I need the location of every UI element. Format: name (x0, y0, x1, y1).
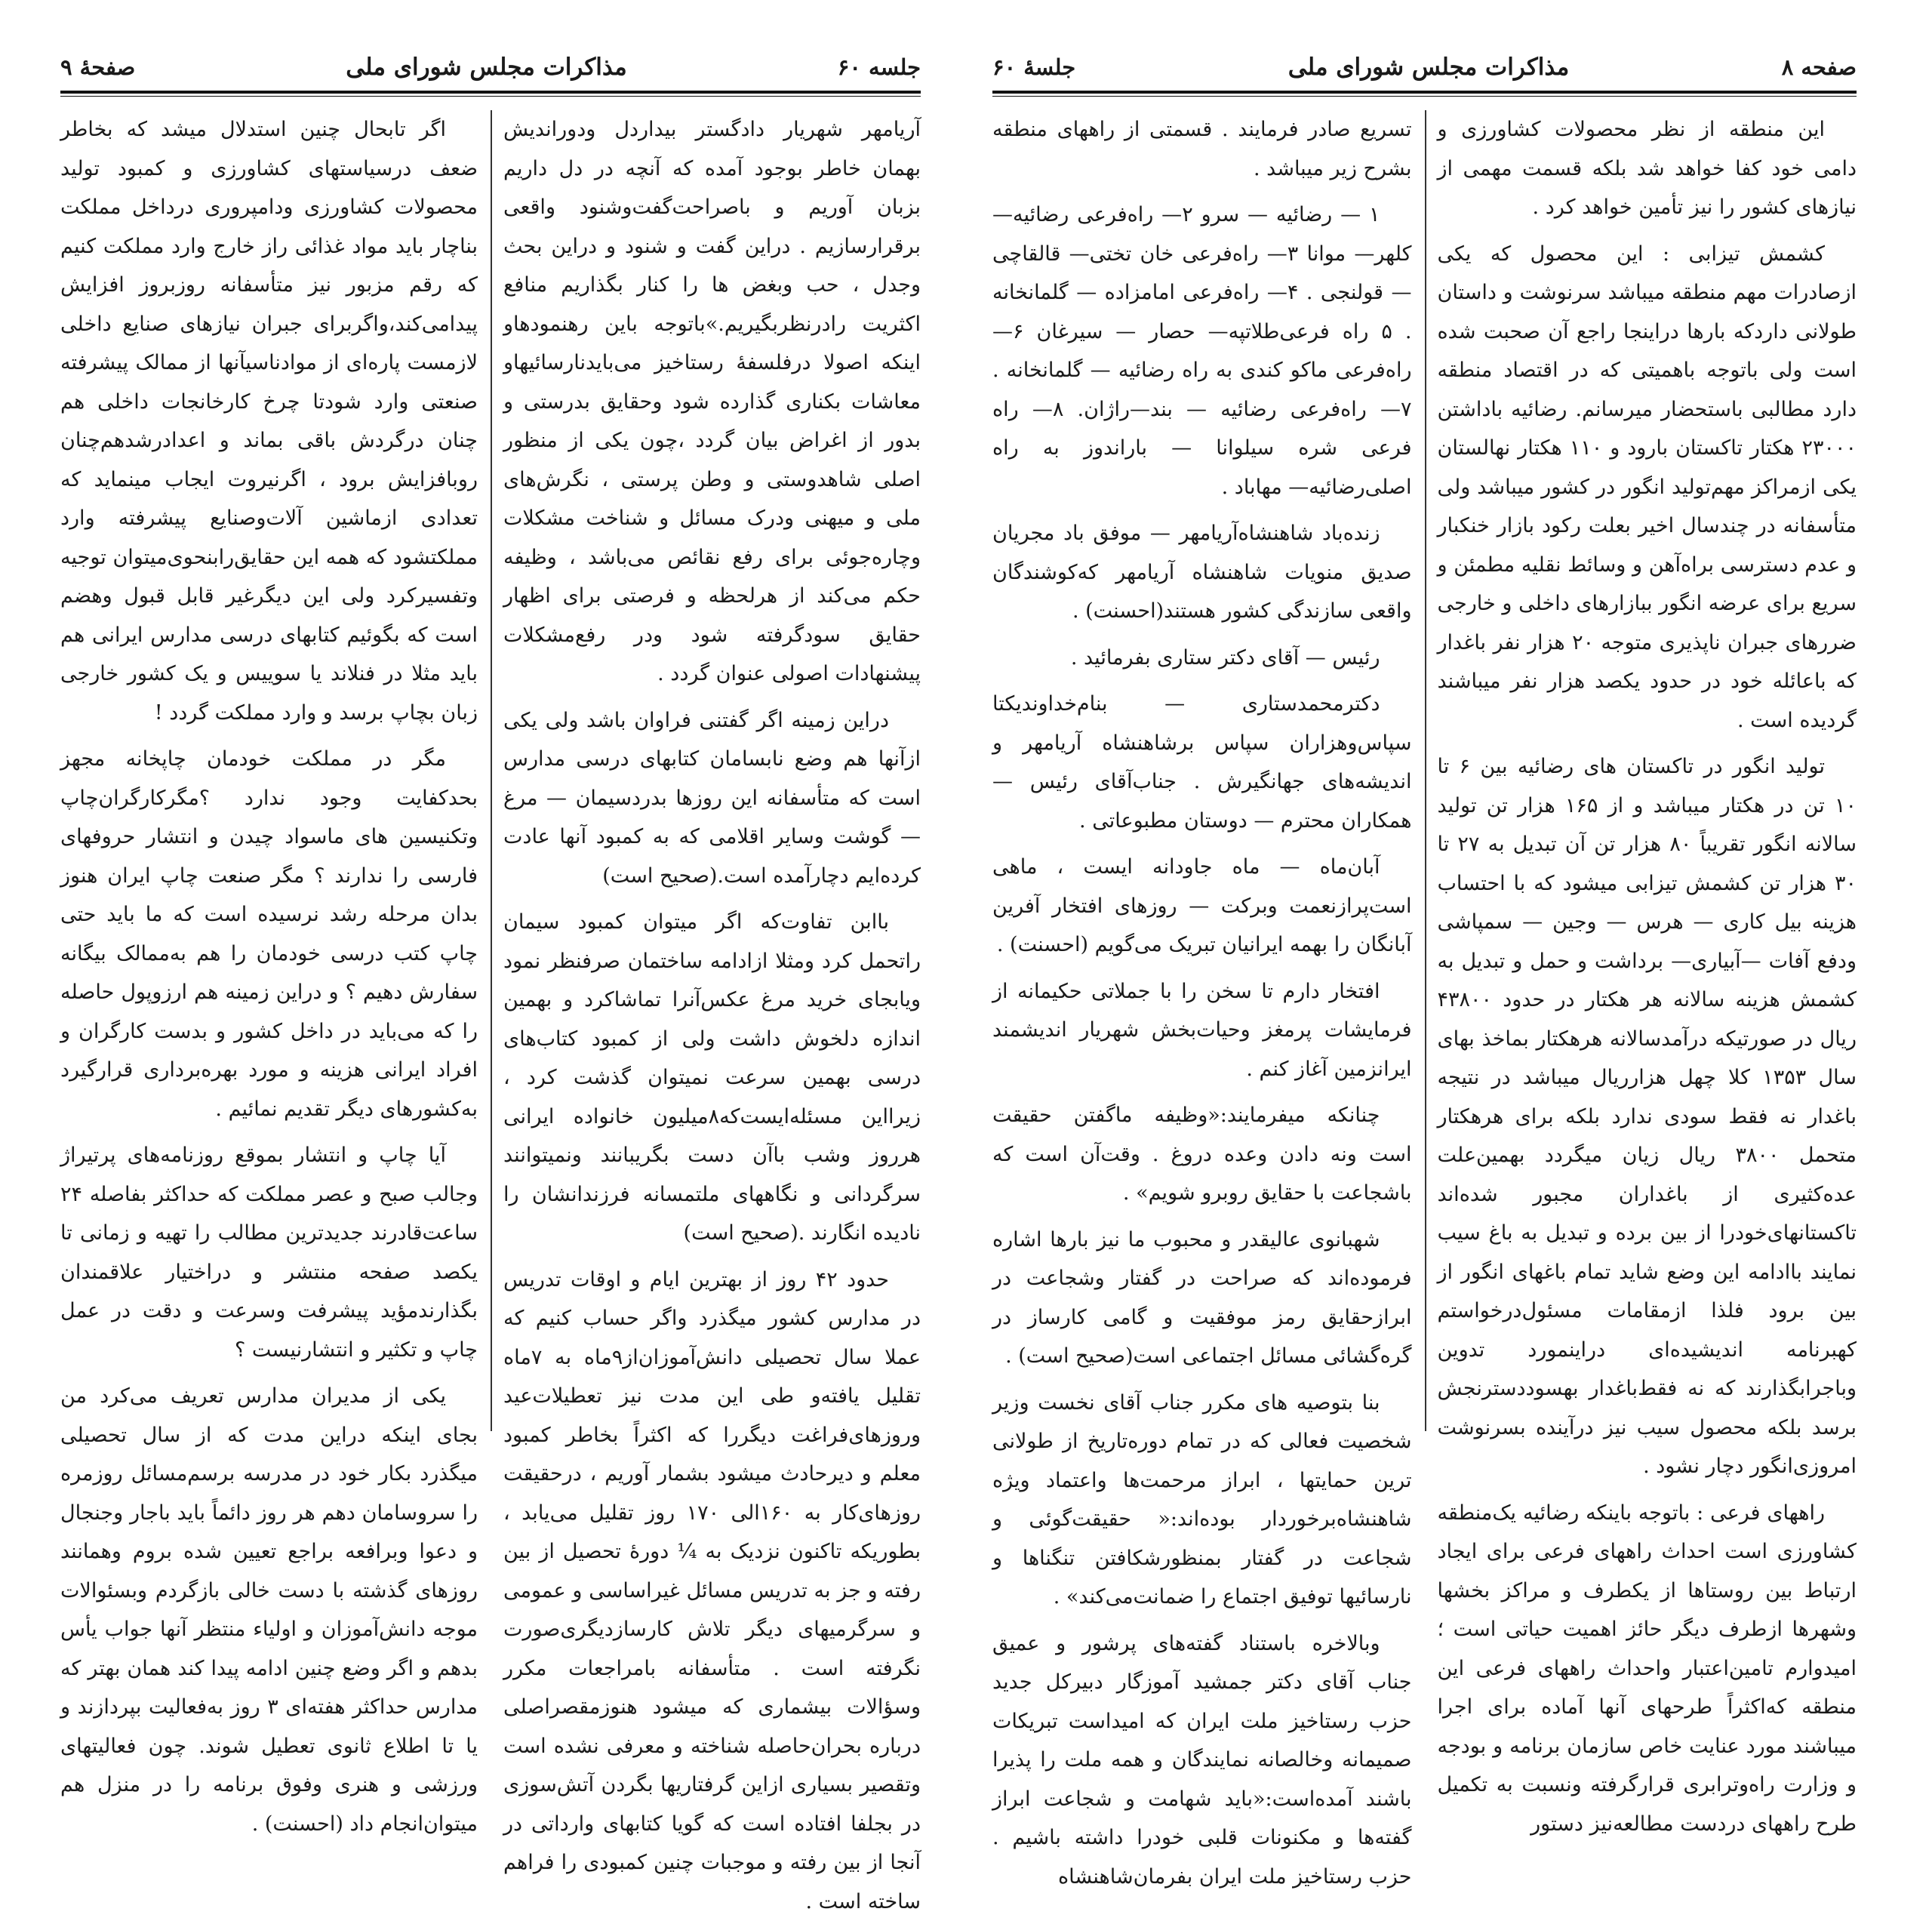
paragraph: تسریع صادر فرمایند . قسمتی از راههای منطقه بشرح زیر میباشد . (992, 110, 1412, 188)
paragraph: اگر تابحال چنین استدلال میشد که بخاطر ضعف درسیاستهای کشاورزی و کمبود تولید محصولات کشاورزی ودامپروری درداخل مملکت بناچار باید مواد غذائی راز خارج وارد مملکت کنیم که رقم مزبور نیز متأسفانه روزبروز افزایش پیدامی‌کند،واگربرای جبران نیازهای صنایع داخلی لازمست پاره‌ای از موادناسیآنها از ممالک پیشرفته صنعتی وارد شودتا چرخ کارخانجات داخلی هم چنان درگردش باقی بماند و اعدادرشدهم‌چنان روبافزایش برود ، اگرنیروت ایجاب مینماید که تعدادی ازماشین آلات‌وصنایع پیشرفته وارد مملکتشود که همه این حقایق‌رابنحوی‌میتوان توجیه وتفسیرکرد ولی این دیگرغیر قابل قبول وهضم است که بگوئیم کتابهای درسی مدارس ایرانی هم باید مثلا در فنلاند یا سوییس و یک کشور خارجی زبان بچاپ برسد و وارد مملکت گردد ! (60, 110, 478, 732)
paragraph: یکی از مدیران مدارس تعریف می‌کرد من بجای اینکه دراین مدت که از سال تحصیلی میگذرد بکار خود در مدرسه برسم‌مسائل روزمره را سروسامان دهم هر روز دائماً باید باجار وجنجال و دعوا وبرافعه براجع تعیین شده بروم وهمانند روزهای گذشته با دست خالی بازگردم وبسئوالات موجه دانش‌آموزان و اولیاء منتظر آنها جواب یأس بدهم و اگر وضع چنین ادامه پیدا کند همان بهتر که مدارس حداکثر هفته‌ای ۳ روز به‌فعالیت بپردازند و یا تا اطلاع ثانوی تعطیل شوند. چون فعالیتهای ورزشی و هنری وفوق برنامه را در منزل هم میتوان‌انجام داد (احسنت) . (60, 1377, 478, 1843)
page-8 (992, 45, 1857, 1464)
paragraph: آیا چاپ و انتشار بموقع روزنامه‌های پرتیراژ وجالب صبح و عصر مملکت که حداکثر بفاصله ۲۴ ساعت‌قادرند جدیدترین مطالب را تهیه و زمانی تا یکصد صفحه منتشر و دراختیار علاقمندان بگذارندمؤید پیشرفت وسرعت و دقت در عمل چاپ و تکثیر و انتشارنیست ؟ (60, 1136, 478, 1369)
paragraph: راههای فرعی : باتوجه باینکه رضائیه یک‌منطقه کشاورزی است احداث راههای فرعی برای ایجاد ارتباط بین روستاها از یکطرف و مراکز بخشها وشهرها ازطرف دیگر حائز اهمیت حیاتی است ؛ امیدوارم تامین‌اعتبار واحداث راههای فرعی این منطقه که‌اکثراً طرحهای آنها آماده برای اجرا میباشند مورد عنایت خاص سازمان برنامه و بودجه و وزارت راه‌وترابری قرارگرفته ونسبت به تکمیل طرح راههای دردست مطالعه‌نیز دستور (1438, 1494, 1857, 1844)
page-9 (60, 45, 921, 1464)
header-rule-thin (60, 96, 921, 97)
paragraph: شهبانوی عالیقدر و محبوب ما نیز بارها اشاره فرموده‌اند که صراحت در گفتار وشجاعت در ابرازحقایق رمز موفقیت و گامی کارساز در گره‌گشائی مسائل اجتماعی است(صحیح است) . (992, 1221, 1412, 1376)
paragraph: کشمش تیزابی : این محصول که یکی ازصادرات مهم منطقه میباشد سرنوشت و داستان طولانی داردکه بارها دراینجا راجع آن صحبت شده است ولی باتوجه باهمیتی که در اقتصاد منطقه دارد مطالبی باستحضار میرسانم. رضائیه باداشتن ۲۳۰۰۰ هکتار تاکستان بارود و ۱۱۰ هکتار نهالستان یکی ازمراکز مهم‌تولید انگور در کشور میباشد ولی متأسفانه در چندسال اخیر بعلت رکود بازار خنکبار و عدم دسترسی براه‌آهن و وسائط نقلیه مطمئن و سریع برای عرضه انگور ببازارهای داخلی و خارجی ضررهای جبران ناپذیری متوجه ۲۰ هزار نفر باغدار که باعائله خود در حدود یکصد هزار نفر میباشند گردیده است . (1438, 235, 1857, 740)
paragraph: تولید انگور در تاکستان های رضائیه بین ۶ تا ۱۰ تن در هکتار میباشد و از ۱۶۵ هزار تن تولید سالانه انگور تقریباً ۸۰ هزار تن آن تبدیل به ۲۷ تا ۳۰ هزار تن کشمش تیزابی میشود که با احتساب هزینه بیل کاری — هرس — وجین — سمپاشی ودفع آفات —آبیاری— برداشت و حمل و تبدیل به کشمش هزینه سالانه هر هکتار در حدود ۴۳۸۰۰ ریال در صورتیکه درآمدسالانه هرهکتار بماخذ بهای سال ۱۳۵۳ کلا چهل هزارریال میباشد در نتیجه باغدار نه فقط سودی ندارد بلکه برای هرهکتار متحمل ۳۸۰۰ ریال زیان میگردد بهمین‌علت عده‌کثیری از باغداران مجبور شده‌اند تاکستانهای‌خودرا از بین برده و تبدیل به باغ سیب نمایند باادامه این وضع شاید تمام باغهای انگور از بین برود فلذا ازمقامات مسئول‌درخواستم کهبرنامه اندیشیده‌ای دراینمورد تدوین وباجرابگذارند که نه فقط‌باغدار بهسوددسترنجش برسد بلکه محصول سیب نیز درآینده بسرنوشت امروزی‌انگور دچار نشود . (1438, 747, 1857, 1486)
header-rule (992, 91, 1857, 94)
text-columns (992, 110, 1857, 1439)
page-header (60, 45, 921, 89)
speaker-paragraph: رئیس — آقای دکتر ستاری بفرمائید . (992, 639, 1412, 678)
paragraph: آبان‌ماه — ماه جاودانه ایست ، ماهی است‌پرازنعمت وبرکت — روزهای افتخار آفرین آبانگان را بهمه ایرانیان تبریک می‌گویم (احسنت) . (992, 848, 1412, 965)
publication-title: مذاکرات مجلس شورای ملی (346, 54, 626, 81)
paragraph: چنانکه میفرمایند:«وظیفه ماگفتن حقیقت است ونه دادن وعده دروغ . وقت‌آن است که باشجاعت با حقایق روبرو شویم» . (992, 1096, 1412, 1213)
paragraph: حدود ۴۲ روز از بهترین ایام و اوقات تدریس در مدارس کشور میگذرد واگر حساب کنیم که عملا سال تحصیلی دانش‌آموزان‌از۹ماه به ۷ماه تقلیل یافته‌و طی این مدت نیز تعطیلات‌عید وروزهای‌فراغت دیگررا که اکثراً بخاطر کمبود معلم و دیرحادث میشود بشمار آوریم ، درحقیقت روزهای‌کار به ۱۶۰الی ۱۷۰ روز تقلیل می‌یابد ، بطوریکه تاکنون نزدیک به ¼ دورهٔ تحصیل از بین رفته و جز به تدریس مسائل غیراساسی و عمومی و سرگرمیهای دیگر تلاش کارسازدیگری‌صورت نگرفته است . متأسفانه بامراجعات مکرر وسؤالات بیشماری که میشود هنوزمقصراصلی درباره بحران‌حاصله شناخته و معرفی نشده است وتقصیر بسیاری ازاین گرفتاریها بگردن آتش‌سوزی در بجلفا افتاده است که گویا کتابهای وارداتی در آنجا از بین رفته و موجبات چنین کمبودی را فراهم ساخته است . (503, 1261, 921, 1921)
column-right (503, 110, 921, 1439)
column-left (992, 110, 1412, 1439)
publication-title: مذاکرات مجلس شورای ملی (1288, 54, 1569, 81)
text-columns (60, 110, 921, 1439)
header-rule (60, 91, 921, 94)
paragraph: ۱ — رضائیه — سرو ۲— راه‌فرعی رضائیه— کلهر— موانا ۳— راه‌فرعی خان تختی— قالقاچی — قولنجی . ۴— راه‌فرعی امامزاده — گلمانخانه . ۵ راه فرعی‌طلاتپه— حصار — سیرغان ۶— راه‌فرعی ماکو کندی به راه رضائیه — گلمانخانه . ۷— راه‌فرعی رضائیه — بند—راژان. ۸— راه فرعی شره سیلوانا — باراندوز به راه اصلی‌رضائیه— مهاباد . (992, 195, 1412, 506)
session-number: جلسه ۶۰ (838, 54, 921, 80)
speaker-paragraph: دکترمحمدستاری — بنام‌خداوندیکتا سپاس‌وهزاران سپاس برشاهنشاه آریامهر و اندیشه‌های جهانگیرش . جناب‌آقای رئیس — همکاران محترم — دوستان مطبوعاتی . (992, 685, 1412, 840)
page-number: صفحهٔ ۹ (60, 54, 135, 80)
column-divider (1425, 110, 1426, 1431)
paragraph: این منطقه از نظر محصولات کشاورزی و دامی خود کفا خواهد شد بلکه قسمت مهمی از نیازهای کشور را نیز تأمین خواهد کرد . (1438, 110, 1857, 227)
session-number: جلسهٔ ۶۰ (992, 54, 1075, 80)
paragraph: آریامهر شهریار دادگستر بیداردل ودوراندیش بهمان خاطر بوجود آمده که آنچه در دل داریم بزبان آوریم و باصراحت‌گفت‌وشنود واقعی برقرارسازیم . دراین گفت و شنود و دراین بحث وجدل ، حب وبغض ها را کنار بگذاریم منافع اکثریت رادرنظربگیریم.»باتوجه باین رهنمودهاو اینکه اصولا درفلسفهٔ رستاخیز می‌بایدنارسائیهاو معاشات بکناری گذارده شود وحقایق بدرستی و بدور از اغراض بیان گردد ،چون یکی از منظور اصلی شاهدوستی و وطن پرستی ، نگرش‌های ملی و میهنی ودرک مسائل و شناخت مشکلات وچاره‌جوئی برای رفع نقائص می‌باشد ، وظیفه حکم می‌کند از هرلحظه و فرصتی برای اظهار حقایق سودگرفته شود ودر رفع‌مشکلات پیشنهادات اصولی عنوان گردد . (503, 110, 921, 694)
paragraph: باابن تفاوت‌که اگر میتوان کمبود سیمان راتحمل کرد ومثلا ازادامه ساختمان صرفنظر نمود ویابجای خرید مرغ عکس‌آنرا تماشاکرد و بهمین اندازه دلخوش داشت ولی از کمبود کتاب‌های درسی بهمین سرعت نمیتوان گذشت کرد ، زیرااین مسئله‌ایست‌که۸میلیون خانواده ایرانی هرروز وشب باآن دست بگریبانند ونمیتوانند سرگردانی و نگاههای ملتمسانه فرزندانشان را نادیده انگارند .(صحیح است) (503, 903, 921, 1253)
paragraph: دراین زمینه اگر گفتنی فراوان باشد ولی یکی ازآنها هم وضع نابسامان کتابهای درسی مدارس است که متأسفانه این روزها بدردسیمان — مرغ — گوشت وسایر اقلامی که به کمبود آنها عادت کرده‌ایم دچارآمده است.(صحیح است) (503, 701, 921, 896)
paragraph: مگر در مملکت خودمان چاپخانه مجهز بحدکفایت وجود ندارد ؟مگرکارگران‌چاپ وتکنیسین های ماسواد چیدن و انتشار حروفهای فارسی را ندارند ؟ مگر صنعت چاپ ایران هنوز بدان مرحله رشد نرسیده است که ما باید حتی چاپ کتب درسی خودمان را هم به‌ممالک بیگانه سفارش دهیم ؟ و دراین زمینه هم ارزوپول حاصله را که می‌باید در داخل کشور و بدست کارگران و افراد ایرانی هزینه و مورد بهره‌برداری قرارگیرد به‌کشورهای دیگر تقدیم نمائیم . (60, 740, 478, 1128)
column-left (60, 110, 478, 1439)
page-header (992, 45, 1857, 89)
page-number: صفحه ۸ (1782, 54, 1857, 80)
paragraph: زنده‌باد شاهنشاه‌آریامهر — موفق باد مجریان صدیق منویات شاهنشاه آریامهر که‌کوشندگان واقعی سازندگی کشور هستند(احسنت) . (992, 514, 1412, 631)
column-right (1438, 110, 1857, 1439)
paragraph: بنا بتوصیه های مکرر جناب آقای نخست وزیر شخصیت فعالی که در تمام دوره‌تاریخ از طولانی ترین حمایتها ، ابراز مرحمت‌ها واعتماد ویژه شاهنشاه‌برخوردار بوده‌اند:« حقیقت‌گوئی و شجاعت در گفتار بمنظورشکافتن تنگناها و نارسائیها توفیق اجتماع را ضمانت‌می‌کند» . (992, 1384, 1412, 1617)
paragraph: وبالاخره باستناد گفته‌های پرشور و عمیق جناب آقای دکتر جمشید آموزگار دبیرکل جدید حزب رستاخیز ملت ایران که امیداست تبریکات صمیمانه وخالصانه نمایندگان و همه ملت را پذیرا باشند آمده‌است:«باید شهامت و شجاعت ابراز گفته‌ها و مکنونات قلبی خودرا داشته باشیم . حزب رستاخیز ملت ایران بفرمان‌شاهنشاه (992, 1624, 1412, 1897)
paragraph: افتخار دارم تا سخن را با جملاتی حکیمانه از فرمایشات پرمغز وحیات‌بخش شهریار اندیشمند ایرانزمین آغاز کنم . (992, 972, 1412, 1089)
header-rule-thin (992, 96, 1857, 97)
column-divider (491, 110, 492, 1431)
